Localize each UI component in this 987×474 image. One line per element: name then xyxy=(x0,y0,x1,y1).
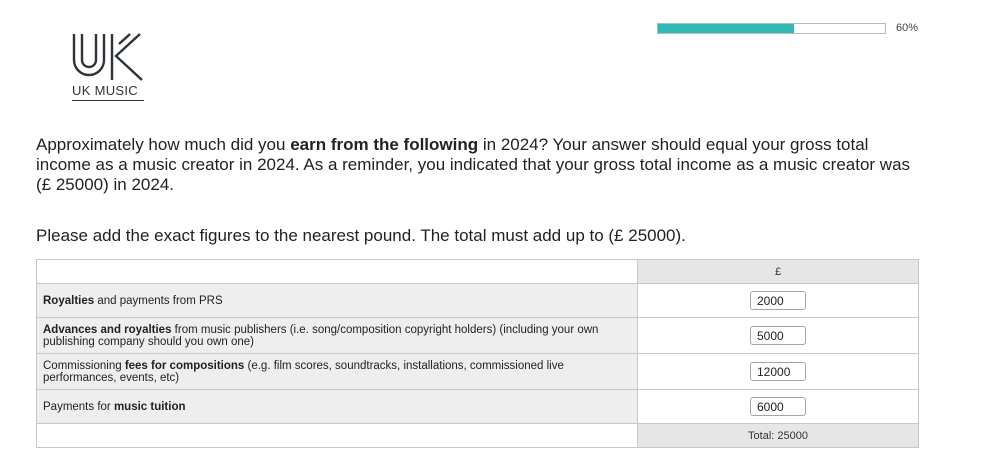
input-cell xyxy=(638,284,919,318)
progress-label: 60% xyxy=(896,22,919,34)
row-label-post: from music publishers (i.e. song/composition copyright holders) (including your own publishing company should you own one) xyxy=(43,323,599,348)
uk-logo-mark xyxy=(72,32,144,82)
row-label-publisher-advances xyxy=(37,318,638,354)
table-row xyxy=(37,318,919,354)
input-cell xyxy=(638,354,919,390)
row-label-royalties-prs xyxy=(37,284,638,318)
table-row xyxy=(37,284,919,318)
table-row xyxy=(37,354,919,390)
row-label-music-tuition xyxy=(37,390,638,424)
column-header-pound: £ xyxy=(638,260,919,284)
progress-bar-fill xyxy=(658,24,794,33)
row-label-bold: music tuition xyxy=(113,400,186,413)
commission-fees-input[interactable] xyxy=(750,362,806,381)
royalties-prs-input[interactable] xyxy=(750,291,806,310)
input-cell xyxy=(638,318,919,354)
table-row xyxy=(37,390,919,424)
row-label-pre: Payments for xyxy=(43,400,114,413)
instruction-text: Please add the exact figures to the nearest pound. The total must add up to (£ 25000). xyxy=(36,226,686,245)
row-label-post: (e.g. film scores, soundtracks, installations, commissioned live performances, events, etc) xyxy=(43,359,564,384)
uk-music-logo xyxy=(72,32,146,101)
question-text-bold: earn from the following xyxy=(290,135,479,154)
row-label-bold: fees for compositions xyxy=(124,359,245,372)
row-label-bold: Royalties xyxy=(43,294,95,307)
row-label-post: and payments from PRS xyxy=(94,294,223,307)
publisher-advances-input[interactable] xyxy=(750,326,806,345)
logo-text: UK MUSIC xyxy=(72,83,144,101)
table-corner xyxy=(37,260,638,284)
income-table xyxy=(36,259,919,448)
row-label-pre: Commissioning xyxy=(43,359,125,372)
music-tuition-input[interactable] xyxy=(750,397,806,416)
progress-bar xyxy=(657,23,886,34)
row-label-bold: Advances and royalties xyxy=(43,323,172,336)
total-row-spacer xyxy=(37,424,638,448)
total-value: Total: 25000 xyxy=(638,424,919,448)
input-cell xyxy=(638,390,919,424)
question-text-pre: Approximately how much did you xyxy=(36,135,291,154)
question-text xyxy=(36,135,916,195)
question-text-post: in 2024? Your answer should equal your gross total income as a music creator in 2024. As a reminder, you indicated that your gross total income as a music creator was (£ 25000) in 2024. xyxy=(36,135,911,194)
row-label-commission-fees xyxy=(37,354,638,390)
total-row xyxy=(37,424,919,448)
